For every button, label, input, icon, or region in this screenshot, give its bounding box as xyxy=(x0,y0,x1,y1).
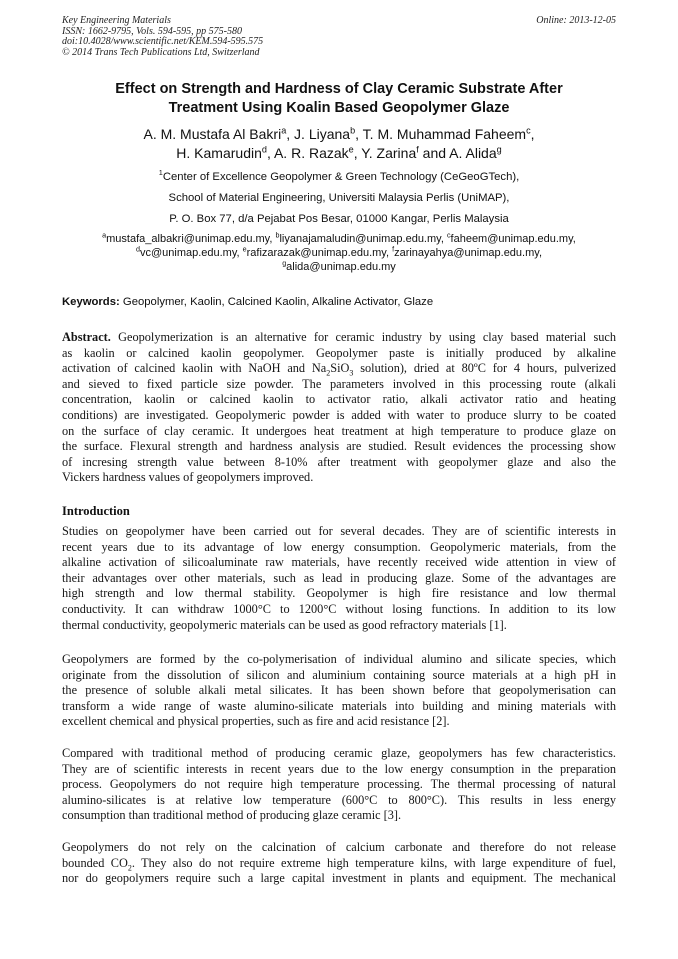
paragraph-line: consumption than traditional method of producing glaze ceramic [3]. xyxy=(62,808,402,823)
paragraph-line: nor do geopolymers require such a large capital investment in plants and equipment. The mechanical xyxy=(62,871,616,886)
author-emails xyxy=(62,232,616,274)
author-4-sup: d xyxy=(261,144,267,155)
author-5: , A. R. Razak xyxy=(266,145,349,161)
abstract-line-2: as kaolin or calcined kaolin geopolymer. Geopolymer paste is initially produced by alkaline xyxy=(62,345,616,360)
paragraph-line: alumino-silicates is at relative low temperature (600°C to 800°C). This results in less energy xyxy=(62,792,616,807)
author-2-sup: b xyxy=(350,125,356,136)
paragraph-line: thermal conductivity, geopolymeric materials can be used as good refractory materials [1]. xyxy=(62,617,507,632)
affiliation-line-1 xyxy=(62,167,616,188)
paper-title xyxy=(62,80,616,118)
abstract-line-5: concentration, kaolin or calcined kaolin to activator ratio, alkali activator ratio and heating xyxy=(62,392,616,407)
keywords xyxy=(62,295,616,309)
affiliation-line-2: School of Material Engineering, Universiti Malaysia Perlis (UniMAP), xyxy=(168,192,510,204)
abstract-line-10: Vickers hardness values of geopolymers improved. xyxy=(62,470,314,485)
introduction-heading: Introduction xyxy=(62,504,130,518)
abstract-text-3b: SiO xyxy=(330,361,350,376)
paragraph-line: alkaline activation of silicoaluminate raw materials, have recently received wide attention in view of xyxy=(62,555,616,570)
paragraph-line: Studies on geopolymer have been carried out for several decades. They are of scientific interests in xyxy=(62,524,616,538)
paragraph-line xyxy=(62,856,616,872)
affiliation-text-1: Center of Excellence Geopolymer & Green Technology (CeGeoGTech), xyxy=(162,171,520,183)
author-1: A. M. Mustafa Al Bakri xyxy=(143,126,282,142)
emails-line-2 xyxy=(62,246,616,260)
author-3-sup: c xyxy=(526,125,531,136)
abstract-line-4: and sieved to fixed particle size powder. The parameters involved in this processing route (alkali xyxy=(62,376,616,391)
abstract-line-1 xyxy=(62,330,616,346)
paragraph-text: . They also do not require extreme high temperature kilns, with large expenditure of fuel, xyxy=(131,855,616,870)
keywords-text: Geopolymer, Kaolin, Calcined Kaolin, Alkaline Activator, Glaze xyxy=(119,296,434,308)
author-5-sup: e xyxy=(348,144,354,155)
email-a-sup: a xyxy=(102,231,107,240)
online-date: Online: 2013-12-05 xyxy=(536,15,616,26)
affiliation xyxy=(62,167,616,230)
journal-name: Key Engineering Materials xyxy=(62,15,171,26)
abstract-label: Abstract. xyxy=(62,330,111,344)
paragraph-text: bounded CO xyxy=(62,855,128,870)
paragraph-line: They are of scientific interests in recent years due to the low energy consumption in the preparation xyxy=(62,761,616,776)
author-7: and A. Alida xyxy=(418,145,497,161)
emails-line-3 xyxy=(62,260,616,274)
affiliation-line-3: P. O. Box 77, d/a Pejabat Pos Besar, 01000 Kangar, Perlis Malaysia xyxy=(169,213,509,225)
email-e[interactable]: rafizarazak@unimap.edu.my, xyxy=(246,247,393,259)
intro-paragraph-4 xyxy=(62,840,616,887)
author-1-sup: a xyxy=(281,125,287,136)
author-6: , Y. Zarina xyxy=(353,145,417,161)
paragraph-line: Geopolymers do not rely on the calcination of calcium carbonate and therefore do not release xyxy=(62,840,616,854)
abstract-text-3c: solution), dried at 80ºC for 4 hours, pulverized xyxy=(353,361,616,376)
paragraph-line: transform a wide range of waste alumino-silicate materials into building and mining materials with xyxy=(62,698,616,713)
author-3: , T. M. Muhammad Faheem xyxy=(355,126,527,142)
email-d-sup: d xyxy=(135,245,140,254)
paragraph-line: conductivity. It can withdraw 1000°C to 1200°C without losing functions. In addition to its low xyxy=(62,601,616,616)
email-c-sup: c xyxy=(446,231,451,240)
abstract-text-3a: activation of calcined kaolin with NaOH and Na xyxy=(62,361,327,376)
paragraph-line: originate from the dissolution of silicon and aluminium containing source materials at a high pH in xyxy=(62,667,616,682)
emails-line-1 xyxy=(62,232,616,246)
doi-line: doi:10.4028/www.scientific.net/KEM.594-595.575 xyxy=(62,36,264,47)
author-7-sup: g xyxy=(496,144,502,155)
intro-paragraph-1 xyxy=(62,524,616,633)
email-g-sup: g xyxy=(282,259,287,268)
email-f[interactable]: zarinayahya@unimap.edu.my, xyxy=(394,247,543,259)
affiliation-sup: 1 xyxy=(158,168,163,178)
paragraph-line: high strength and low thermal stability. Geopolymer is high fire resistance and low thermal xyxy=(62,586,616,601)
journal-header xyxy=(62,16,616,58)
author-6-sup: f xyxy=(416,144,419,155)
email-a[interactable]: mustafa_albakri@unimap.edu.my, xyxy=(106,233,276,245)
subscript-co2: 2 xyxy=(127,863,132,873)
subscript-na2: 2 xyxy=(326,368,331,378)
paragraph-line: excellent chemical and physical properties, such as fire and acid resistance [2]. xyxy=(62,714,450,729)
copyright-line: © 2014 Trans Tech Publications Ltd, Switzerland xyxy=(62,46,260,58)
authors-line-1 xyxy=(62,125,616,144)
abstract xyxy=(62,330,616,486)
paragraph-line: Geopolymers are formed by the co-polymerisation of individual alumino and silicate species, which xyxy=(62,652,616,666)
abstract-line-3 xyxy=(62,361,616,377)
abstract-line-6: conditions) are investigated. Geopolymeric powder is added with water to produce slurry to be coated xyxy=(62,407,616,422)
author-4: H. Kamarudin xyxy=(176,145,262,161)
intro-paragraph-3 xyxy=(62,746,616,824)
subscript-sio3: 3 xyxy=(349,368,354,378)
abstract-line-8: the surface. Flexural strength and hardness analysis are studied. Result evidences the processing show xyxy=(62,439,616,454)
abstract-text-1: Geopolymerization is an alternative for ceramic industry by using clay based material such xyxy=(110,330,616,344)
email-c[interactable]: faheem@unimap.edu.my, xyxy=(450,233,576,245)
paragraph-line: process. Geopolymers do not require high temperature processing. The thermal processing of natural xyxy=(62,777,616,792)
email-e-sup: e xyxy=(242,245,247,254)
title-line-1: Effect on Strength and Hardness of Clay Ceramic Substrate After xyxy=(115,81,563,97)
author-3-end: , xyxy=(530,126,535,142)
email-d[interactable]: vc@unimap.edu.my, xyxy=(139,247,243,259)
authors-line-2 xyxy=(62,144,616,163)
author-2: , J. Liyana xyxy=(286,126,351,142)
paragraph-line: recent years due to its advantage of low energy consumption. Geopolymeric materials, from the xyxy=(62,539,616,554)
email-f-sup: f xyxy=(392,245,395,254)
email-b[interactable]: liyanajamaludin@unimap.edu.my, xyxy=(279,233,447,245)
email-b-sup: b xyxy=(275,231,280,240)
keywords-label: Keywords: xyxy=(62,296,120,308)
title-line-2: Treatment Using Koalin Based Geopolymer Glaze xyxy=(168,100,510,116)
paragraph-line: the presence of soluble alkali metal silicates. It has been shown before that geopolymerisation can xyxy=(62,683,616,698)
paragraph-line: their advantages over other materials, such as lead in producing glaze. Some of the advantages are xyxy=(62,570,616,585)
paragraph-line: Compared with traditional method of producing ceramic glaze, geopolymers has few characteristics. xyxy=(62,746,616,760)
author-list xyxy=(62,125,616,163)
email-g[interactable]: alida@unimap.edu.my xyxy=(286,261,396,273)
abstract-line-9: of incresing strength value between 8-10% after treatment with geopolymer glaze and also the xyxy=(62,454,616,469)
intro-paragraph-2 xyxy=(62,652,616,730)
abstract-line-7: on the surface of clay ceramic. It undergoes heat treatment at high temperature to produce glaze on xyxy=(62,423,616,438)
issn-line: ISSN: 1662-9795, Vols. 594-595, pp 575-580 xyxy=(62,25,242,37)
